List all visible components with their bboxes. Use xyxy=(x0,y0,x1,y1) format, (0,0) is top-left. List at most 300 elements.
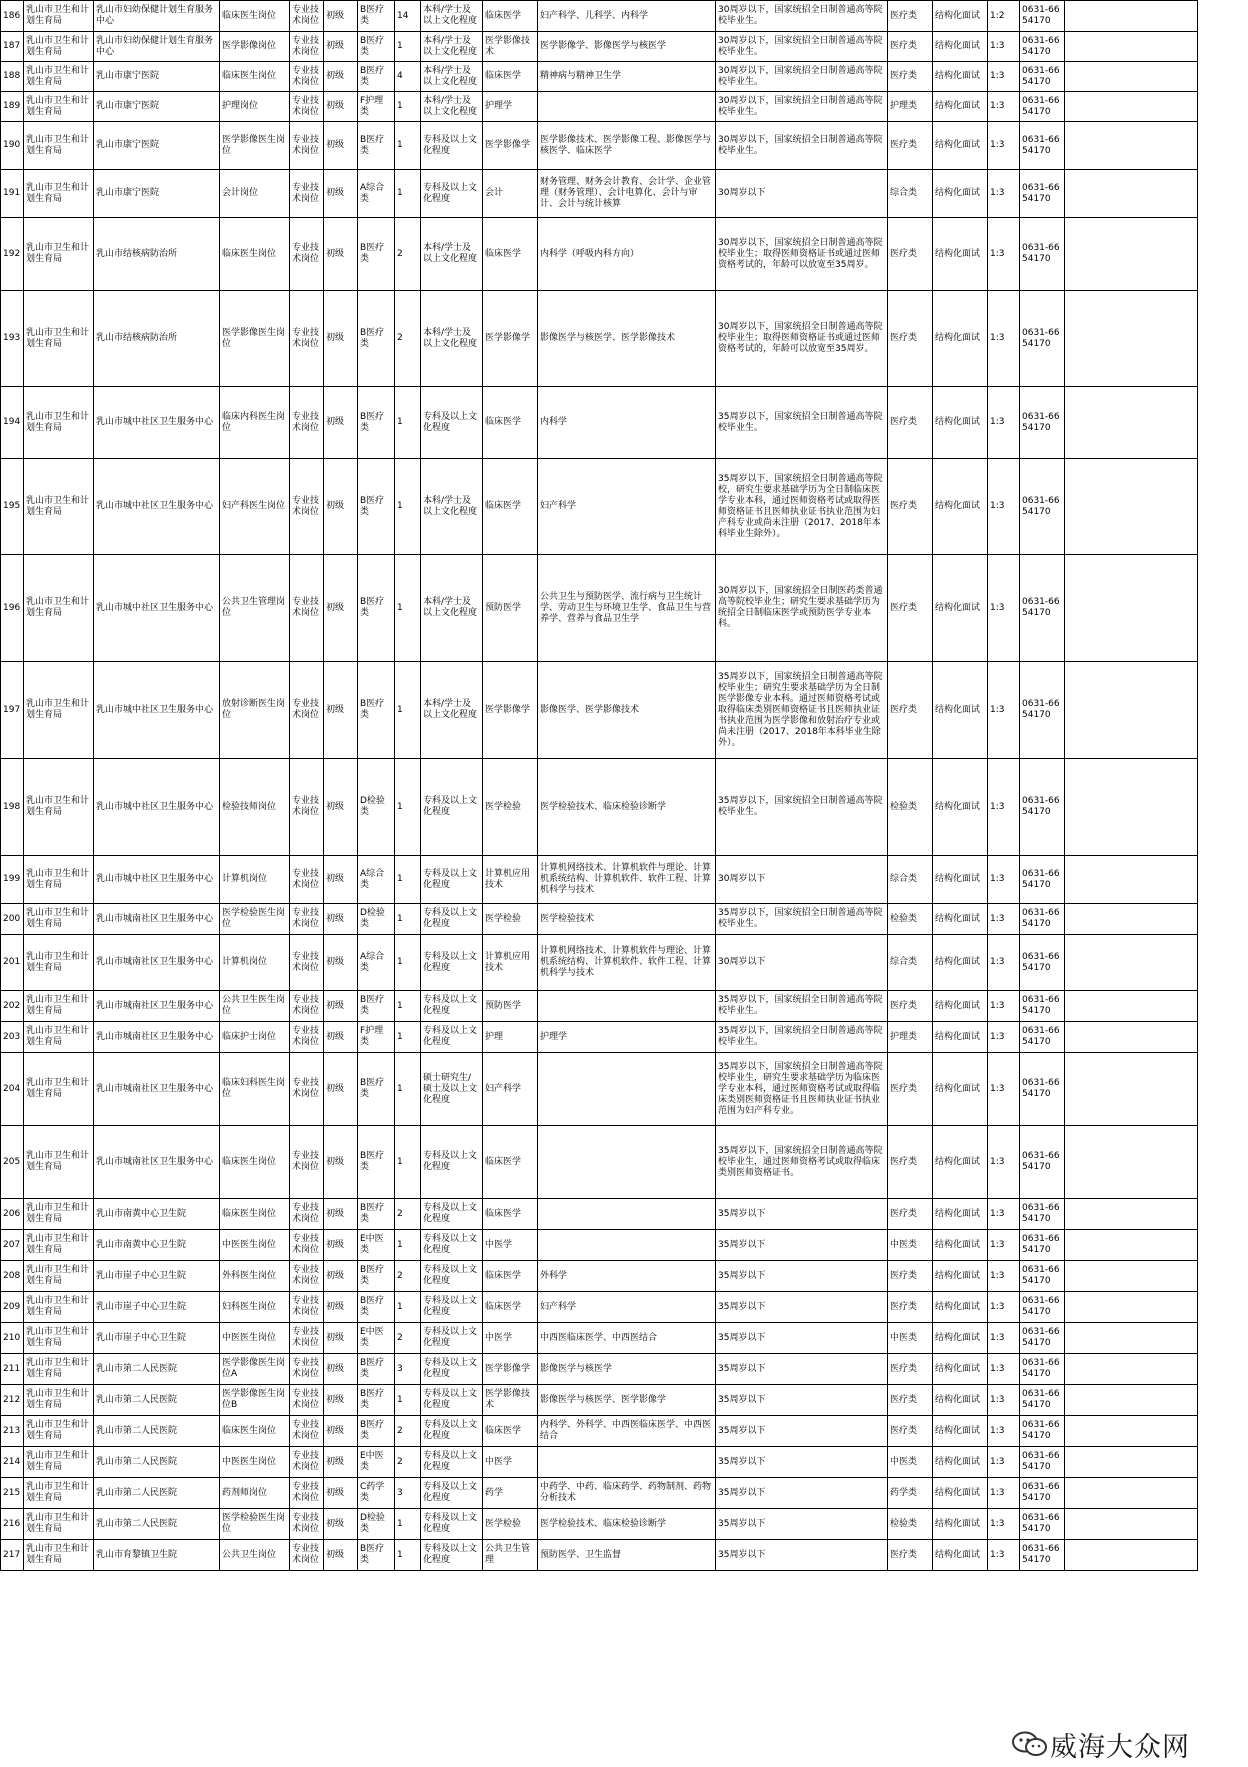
cell-requirements: 30周岁以下 xyxy=(716,170,888,218)
cell-post-level: 初级 xyxy=(324,555,358,662)
cell-requirements: 35周岁以下，国家统招全日制普通高等院校毕业生。 xyxy=(716,991,888,1022)
cell-major: 医学影像技术 xyxy=(483,32,538,62)
cell-education: 专科及以上文化程度 xyxy=(421,1416,483,1447)
cell-post-type: 专业技术岗位 xyxy=(290,1416,324,1447)
cell-exam-category: B医疗类 xyxy=(358,1354,395,1385)
cell-interview-method: 结构化面试 xyxy=(933,92,988,122)
table-row xyxy=(1,1230,1198,1261)
cell-major-detail: 医学检验技术 xyxy=(538,904,716,935)
cell-major-detail: 内科学 xyxy=(538,387,716,459)
cell-note xyxy=(1065,1261,1198,1292)
cell-test-subject: 检验类 xyxy=(888,759,933,856)
cell-exam-category: A综合类 xyxy=(358,935,395,991)
cell-major-detail: 妇产科学、儿科学、内科学 xyxy=(538,1,716,32)
cell-unit: 乳山市育黎镇卫生院 xyxy=(94,1540,220,1571)
cell-exam-category: E中医类 xyxy=(358,1323,395,1354)
cell-headcount: 2 xyxy=(395,1416,421,1447)
cell-major: 临床医学 xyxy=(483,1416,538,1447)
cell-headcount: 1 xyxy=(395,1385,421,1416)
cell-major: 医学影像学 xyxy=(483,122,538,170)
cell-unit: 乳山市第二人民医院 xyxy=(94,1447,220,1478)
cell-exam-category: E中医类 xyxy=(358,1447,395,1478)
cell-education: 本科/学士及以上文化程度 xyxy=(421,459,483,555)
cell-test-subject: 医疗类 xyxy=(888,62,933,92)
cell-post-level: 初级 xyxy=(324,935,358,991)
cell-note xyxy=(1065,991,1198,1022)
cell-phone: 0631-6654170 xyxy=(1020,387,1065,459)
cell-seq: 189 xyxy=(1,92,24,122)
cell-ratio: 1:3 xyxy=(988,555,1020,662)
cell-post-type: 专业技术岗位 xyxy=(290,387,324,459)
table-row xyxy=(1,1261,1198,1292)
cell-major: 临床医学 xyxy=(483,1,538,32)
cell-exam-category: B医疗类 xyxy=(358,291,395,387)
cell-phone: 0631-6654170 xyxy=(1020,170,1065,218)
cell-position: 护理岗位 xyxy=(220,92,290,122)
cell-major-detail: 财务管理、财务会计教育、会计学、企业管理（财务管理）、会计电算化、会计与审计、会计与统计核算 xyxy=(538,170,716,218)
cell-requirements: 35周岁以下，国家统招全日制普通高等院校毕业生。 xyxy=(716,904,888,935)
cell-post-level: 初级 xyxy=(324,1478,358,1509)
cell-seq: 197 xyxy=(1,662,24,759)
cell-phone: 0631-6654170 xyxy=(1020,1022,1065,1053)
cell-interview-method: 结构化面试 xyxy=(933,1540,988,1571)
cell-major: 临床医学 xyxy=(483,459,538,555)
cell-major-detail: 影像医学与核医学、医学影像技术 xyxy=(538,291,716,387)
cell-post-level: 初级 xyxy=(324,1,358,32)
cell-exam-category: B医疗类 xyxy=(358,1053,395,1126)
cell-post-type: 专业技术岗位 xyxy=(290,1354,324,1385)
cell-exam-category: A综合类 xyxy=(358,856,395,904)
cell-position: 临床医生岗位 xyxy=(220,1416,290,1447)
cell-requirements: 30周岁以下，国家统招全日制普通高等院校毕业生；取得医师资格证书或通过医师资格考试的，年龄可以放宽至35周岁。 xyxy=(716,218,888,291)
cell-major: 公共卫生管理 xyxy=(483,1540,538,1571)
cell-phone: 0631-6654170 xyxy=(1020,1540,1065,1571)
cell-major-detail: 影像医学与核医学 xyxy=(538,1354,716,1385)
cell-education: 专科及以上文化程度 xyxy=(421,1292,483,1323)
table-row xyxy=(1,1022,1198,1053)
cell-exam-category: B医疗类 xyxy=(358,1540,395,1571)
cell-interview-method: 结构化面试 xyxy=(933,991,988,1022)
cell-ratio: 1:2 xyxy=(988,1,1020,32)
cell-headcount: 2 xyxy=(395,291,421,387)
cell-seq: 208 xyxy=(1,1261,24,1292)
cell-unit: 乳山市城南社区卫生服务中心 xyxy=(94,1022,220,1053)
cell-major-detail: 精神病与精神卫生学 xyxy=(538,62,716,92)
cell-education: 专科及以上文化程度 xyxy=(421,856,483,904)
cell-seq: 199 xyxy=(1,856,24,904)
cell-post-level: 初级 xyxy=(324,904,358,935)
cell-phone: 0631-6654170 xyxy=(1020,991,1065,1022)
cell-ratio: 1:3 xyxy=(988,291,1020,387)
cell-unit: 乳山市第二人民医院 xyxy=(94,1509,220,1540)
cell-post-type: 专业技术岗位 xyxy=(290,1230,324,1261)
cell-seq: 215 xyxy=(1,1478,24,1509)
cell-position: 妇科医生岗位 xyxy=(220,1292,290,1323)
cell-education: 本科/学士及以上文化程度 xyxy=(421,555,483,662)
cell-interview-method: 结构化面试 xyxy=(933,1126,988,1199)
cell-post-type: 专业技术岗位 xyxy=(290,1022,324,1053)
cell-phone: 0631-6654170 xyxy=(1020,291,1065,387)
cell-test-subject: 中医类 xyxy=(888,1230,933,1261)
cell-phone: 0631-6654170 xyxy=(1020,1053,1065,1126)
cell-ratio: 1:3 xyxy=(988,1292,1020,1323)
cell-position: 会计岗位 xyxy=(220,170,290,218)
cell-major: 中医学 xyxy=(483,1230,538,1261)
cell-education: 专科及以上文化程度 xyxy=(421,1354,483,1385)
cell-test-subject: 药学类 xyxy=(888,1478,933,1509)
cell-major: 临床医学 xyxy=(483,1292,538,1323)
cell-requirements: 35周岁以下 xyxy=(716,1447,888,1478)
cell-phone: 0631-6654170 xyxy=(1020,1230,1065,1261)
cell-post-level: 初级 xyxy=(324,62,358,92)
cell-ratio: 1:3 xyxy=(988,1323,1020,1354)
cell-position: 中医医生岗位 xyxy=(220,1230,290,1261)
cell-position: 临床医生岗位 xyxy=(220,62,290,92)
cell-post-level: 初级 xyxy=(324,759,358,856)
cell-seq: 194 xyxy=(1,387,24,459)
cell-ratio: 1:3 xyxy=(988,218,1020,291)
cell-requirements: 35周岁以下 xyxy=(716,1261,888,1292)
cell-note xyxy=(1065,170,1198,218)
cell-phone: 0631-6654170 xyxy=(1020,1447,1065,1478)
cell-phone: 0631-6654170 xyxy=(1020,1199,1065,1230)
table-row xyxy=(1,759,1198,856)
cell-seq: 188 xyxy=(1,62,24,92)
cell-note xyxy=(1065,387,1198,459)
cell-note xyxy=(1065,62,1198,92)
cell-post-type: 专业技术岗位 xyxy=(290,1385,324,1416)
cell-ratio: 1:3 xyxy=(988,1230,1020,1261)
cell-post-type: 专业技术岗位 xyxy=(290,759,324,856)
cell-authority: 乳山市卫生和计划生育局 xyxy=(24,459,94,555)
cell-post-level: 初级 xyxy=(324,1540,358,1571)
cell-exam-category: F护理类 xyxy=(358,92,395,122)
cell-authority: 乳山市卫生和计划生育局 xyxy=(24,218,94,291)
cell-unit: 乳山市崖子中心卫生院 xyxy=(94,1292,220,1323)
cell-seq: 187 xyxy=(1,32,24,62)
table-row xyxy=(1,856,1198,904)
cell-position: 临床医生岗位 xyxy=(220,1,290,32)
cell-unit: 乳山市城南社区卫生服务中心 xyxy=(94,1126,220,1199)
cell-headcount: 1 xyxy=(395,1230,421,1261)
table-row xyxy=(1,291,1198,387)
cell-requirements: 30周岁以下，国家统招全日制普通高等院校毕业生。 xyxy=(716,92,888,122)
cell-phone: 0631-6654170 xyxy=(1020,759,1065,856)
cell-unit: 乳山市第二人民医院 xyxy=(94,1416,220,1447)
cell-unit: 乳山市结核病防治所 xyxy=(94,218,220,291)
cell-test-subject: 综合类 xyxy=(888,170,933,218)
cell-ratio: 1:3 xyxy=(988,387,1020,459)
cell-major-detail: 妇产科学 xyxy=(538,1292,716,1323)
cell-ratio: 1:3 xyxy=(988,1478,1020,1509)
cell-exam-category: D检验类 xyxy=(358,1509,395,1540)
cell-ratio: 1:3 xyxy=(988,1261,1020,1292)
cell-major: 医学影像学 xyxy=(483,662,538,759)
cell-post-type: 专业技术岗位 xyxy=(290,1509,324,1540)
cell-interview-method: 结构化面试 xyxy=(933,1416,988,1447)
cell-ratio: 1:3 xyxy=(988,991,1020,1022)
cell-phone: 0631-6654170 xyxy=(1020,1478,1065,1509)
cell-authority: 乳山市卫生和计划生育局 xyxy=(24,1447,94,1478)
cell-exam-category: B医疗类 xyxy=(358,459,395,555)
cell-major: 妇产科学 xyxy=(483,1053,538,1126)
cell-seq: 207 xyxy=(1,1230,24,1261)
cell-authority: 乳山市卫生和计划生育局 xyxy=(24,856,94,904)
cell-seq: 198 xyxy=(1,759,24,856)
cell-test-subject: 检验类 xyxy=(888,904,933,935)
cell-headcount: 1 xyxy=(395,1053,421,1126)
cell-ratio: 1:3 xyxy=(988,62,1020,92)
cell-test-subject: 综合类 xyxy=(888,935,933,991)
cell-education: 专科及以上文化程度 xyxy=(421,1261,483,1292)
cell-education: 专科及以上文化程度 xyxy=(421,1230,483,1261)
cell-exam-category: B医疗类 xyxy=(358,1416,395,1447)
cell-post-level: 初级 xyxy=(324,1022,358,1053)
cell-post-type: 专业技术岗位 xyxy=(290,1261,324,1292)
cell-position: 临床医生岗位 xyxy=(220,1126,290,1199)
cell-test-subject: 检验类 xyxy=(888,1509,933,1540)
cell-ratio: 1:3 xyxy=(988,1385,1020,1416)
cell-education: 专科及以上文化程度 xyxy=(421,1385,483,1416)
cell-unit: 乳山市第二人民医院 xyxy=(94,1354,220,1385)
cell-seq: 202 xyxy=(1,991,24,1022)
cell-phone: 0631-6654170 xyxy=(1020,62,1065,92)
cell-position: 医学影像医生岗位 xyxy=(220,291,290,387)
cell-major-detail: 妇产科学 xyxy=(538,459,716,555)
cell-headcount: 1 xyxy=(395,991,421,1022)
cell-ratio: 1:3 xyxy=(988,1053,1020,1126)
cell-post-level: 初级 xyxy=(324,856,358,904)
cell-position: 检验技师岗位 xyxy=(220,759,290,856)
cell-test-subject: 医疗类 xyxy=(888,1540,933,1571)
cell-unit: 乳山市城中社区卫生服务中心 xyxy=(94,555,220,662)
cell-education: 专科及以上文化程度 xyxy=(421,1126,483,1199)
cell-phone: 0631-6654170 xyxy=(1020,32,1065,62)
cell-education: 本科/学士及以上文化程度 xyxy=(421,291,483,387)
cell-exam-category: A综合类 xyxy=(358,170,395,218)
cell-post-type: 专业技术岗位 xyxy=(290,1,324,32)
cell-seq: 196 xyxy=(1,555,24,662)
cell-seq: 214 xyxy=(1,1447,24,1478)
cell-major-detail: 外科学 xyxy=(538,1261,716,1292)
cell-post-type: 专业技术岗位 xyxy=(290,170,324,218)
cell-education: 专科及以上文化程度 xyxy=(421,1509,483,1540)
cell-requirements: 30周岁以下，国家统招全日制普通高等院校毕业生。 xyxy=(716,62,888,92)
cell-test-subject: 医疗类 xyxy=(888,387,933,459)
cell-unit: 乳山市城中社区卫生服务中心 xyxy=(94,662,220,759)
cell-interview-method: 结构化面试 xyxy=(933,459,988,555)
cell-post-level: 初级 xyxy=(324,1416,358,1447)
cell-education: 本科/学士及以上文化程度 xyxy=(421,662,483,759)
cell-ratio: 1:3 xyxy=(988,1022,1020,1053)
cell-test-subject: 护理类 xyxy=(888,92,933,122)
cell-seq: 217 xyxy=(1,1540,24,1571)
cell-major-detail xyxy=(538,991,716,1022)
cell-headcount: 3 xyxy=(395,1354,421,1385)
cell-requirements: 35周岁以下，国家统招全日制普通高等院校毕业生。 xyxy=(716,1022,888,1053)
watermark xyxy=(1010,1726,1245,1762)
cell-post-type: 专业技术岗位 xyxy=(290,92,324,122)
cell-post-type: 专业技术岗位 xyxy=(290,904,324,935)
cell-note xyxy=(1065,1385,1198,1416)
cell-post-type: 专业技术岗位 xyxy=(290,1540,324,1571)
cell-major-detail: 预防医学、卫生监督 xyxy=(538,1540,716,1571)
cell-requirements: 35周岁以下 xyxy=(716,1478,888,1509)
cell-unit: 乳山市南黄中心卫生院 xyxy=(94,1199,220,1230)
cell-exam-category: B医疗类 xyxy=(358,1261,395,1292)
cell-major: 医学检验 xyxy=(483,904,538,935)
cell-exam-category: B医疗类 xyxy=(358,1,395,32)
table-row xyxy=(1,1323,1198,1354)
cell-ratio: 1:3 xyxy=(988,92,1020,122)
cell-education: 本科/学士及以上文化程度 xyxy=(421,1,483,32)
cell-interview-method: 结构化面试 xyxy=(933,759,988,856)
cell-interview-method: 结构化面试 xyxy=(933,1053,988,1126)
cell-ratio: 1:3 xyxy=(988,459,1020,555)
cell-major: 中医学 xyxy=(483,1447,538,1478)
cell-headcount: 1 xyxy=(395,555,421,662)
cell-exam-category: B医疗类 xyxy=(358,1292,395,1323)
cell-post-type: 专业技术岗位 xyxy=(290,1199,324,1230)
cell-post-level: 初级 xyxy=(324,218,358,291)
cell-major-detail: 医学检验技术、临床检验诊断学 xyxy=(538,1509,716,1540)
cell-post-level: 初级 xyxy=(324,1354,358,1385)
cell-phone: 0631-6654170 xyxy=(1020,935,1065,991)
cell-note xyxy=(1065,856,1198,904)
cell-position: 公共卫生管理岗位 xyxy=(220,555,290,662)
cell-test-subject: 中医类 xyxy=(888,1447,933,1478)
cell-requirements: 35周岁以下 xyxy=(716,1292,888,1323)
cell-seq: 209 xyxy=(1,1292,24,1323)
cell-interview-method: 结构化面试 xyxy=(933,1199,988,1230)
cell-position: 外科医生岗位 xyxy=(220,1261,290,1292)
cell-test-subject: 医疗类 xyxy=(888,218,933,291)
cell-position: 临床医生岗位 xyxy=(220,218,290,291)
cell-post-type: 专业技术岗位 xyxy=(290,1447,324,1478)
cell-test-subject: 医疗类 xyxy=(888,459,933,555)
cell-phone: 0631-6654170 xyxy=(1020,92,1065,122)
cell-post-level: 初级 xyxy=(324,122,358,170)
cell-unit: 乳山市康宁医院 xyxy=(94,62,220,92)
cell-major-detail: 内科学、外科学、中西医临床医学、中西医结合 xyxy=(538,1416,716,1447)
cell-interview-method: 结构化面试 xyxy=(933,1354,988,1385)
cell-interview-method: 结构化面试 xyxy=(933,1385,988,1416)
cell-major: 会计 xyxy=(483,170,538,218)
cell-ratio: 1:3 xyxy=(988,662,1020,759)
cell-interview-method: 结构化面试 xyxy=(933,1230,988,1261)
cell-phone: 0631-6654170 xyxy=(1020,662,1065,759)
cell-headcount: 2 xyxy=(395,1261,421,1292)
cell-exam-category: B医疗类 xyxy=(358,32,395,62)
cell-note xyxy=(1065,1354,1198,1385)
cell-education: 硕士研究生/硕士及以上文化程度 xyxy=(421,1053,483,1126)
cell-headcount: 1 xyxy=(395,387,421,459)
cell-requirements: 35周岁以下 xyxy=(716,1354,888,1385)
cell-note xyxy=(1065,459,1198,555)
cell-requirements: 30周岁以下，国家统招全日制普通高等院校毕业生。 xyxy=(716,1,888,32)
cell-test-subject: 医疗类 xyxy=(888,1354,933,1385)
cell-interview-method: 结构化面试 xyxy=(933,62,988,92)
cell-interview-method: 结构化面试 xyxy=(933,904,988,935)
cell-authority: 乳山市卫生和计划生育局 xyxy=(24,1509,94,1540)
cell-exam-category: B医疗类 xyxy=(358,662,395,759)
cell-interview-method: 结构化面试 xyxy=(933,1509,988,1540)
cell-seq: 216 xyxy=(1,1509,24,1540)
table-row xyxy=(1,1447,1198,1478)
cell-interview-method: 结构化面试 xyxy=(933,1447,988,1478)
table-row xyxy=(1,1540,1198,1571)
cell-major-detail xyxy=(538,1230,716,1261)
cell-unit: 乳山市城南社区卫生服务中心 xyxy=(94,991,220,1022)
cell-ratio: 1:3 xyxy=(988,759,1020,856)
cell-post-level: 初级 xyxy=(324,387,358,459)
cell-post-type: 专业技术岗位 xyxy=(290,1126,324,1199)
cell-major-detail xyxy=(538,1199,716,1230)
cell-headcount: 1 xyxy=(395,122,421,170)
cell-post-level: 初级 xyxy=(324,662,358,759)
cell-interview-method: 结构化面试 xyxy=(933,1022,988,1053)
cell-test-subject: 医疗类 xyxy=(888,1,933,32)
cell-unit: 乳山市妇幼保健计划生育服务中心 xyxy=(94,32,220,62)
cell-authority: 乳山市卫生和计划生育局 xyxy=(24,1385,94,1416)
cell-seq: 211 xyxy=(1,1354,24,1385)
cell-position: 医学检验医生岗位 xyxy=(220,1509,290,1540)
cell-ratio: 1:3 xyxy=(988,170,1020,218)
cell-exam-category: B医疗类 xyxy=(358,555,395,662)
cell-major-detail xyxy=(538,92,716,122)
cell-major: 护理学 xyxy=(483,92,538,122)
cell-phone: 0631-6654170 xyxy=(1020,122,1065,170)
cell-major-detail: 公共卫生与预防医学、流行病与卫生统计学、劳动卫生与环境卫生学、食品卫生与营养学、营养与食品卫生学 xyxy=(538,555,716,662)
cell-post-level: 初级 xyxy=(324,291,358,387)
cell-ratio: 1:3 xyxy=(988,1354,1020,1385)
cell-post-level: 初级 xyxy=(324,170,358,218)
cell-authority: 乳山市卫生和计划生育局 xyxy=(24,935,94,991)
cell-position: 临床妇科医生岗位 xyxy=(220,1053,290,1126)
cell-requirements: 35周岁以下 xyxy=(716,1230,888,1261)
cell-requirements: 35周岁以下，国家统招全日制普通高等院校，研究生要求基础学历为全日制临床医学专业本科，通过医师资格考试或取得医师资格证书且医师执业证书执业范围为妇产科专业或尚未注册（2017、2018年本科毕业生除外）。 xyxy=(716,459,888,555)
cell-ratio: 1:3 xyxy=(988,1416,1020,1447)
cell-ratio: 1:3 xyxy=(988,1126,1020,1199)
cell-unit: 乳山市康宁医院 xyxy=(94,122,220,170)
cell-unit: 乳山市城中社区卫生服务中心 xyxy=(94,759,220,856)
cell-post-level: 初级 xyxy=(324,1230,358,1261)
table-row xyxy=(1,1,1198,32)
cell-authority: 乳山市卫生和计划生育局 xyxy=(24,1261,94,1292)
cell-interview-method: 结构化面试 xyxy=(933,1,988,32)
cell-exam-category: B医疗类 xyxy=(358,1126,395,1199)
table-row xyxy=(1,32,1198,62)
cell-authority: 乳山市卫生和计划生育局 xyxy=(24,662,94,759)
cell-post-type: 专业技术岗位 xyxy=(290,1292,324,1323)
cell-unit: 乳山市城南社区卫生服务中心 xyxy=(94,935,220,991)
cell-position: 中医医生岗位 xyxy=(220,1447,290,1478)
cell-requirements: 35周岁以下 xyxy=(716,1509,888,1540)
cell-seq: 193 xyxy=(1,291,24,387)
cell-note xyxy=(1065,662,1198,759)
cell-post-level: 初级 xyxy=(324,459,358,555)
cell-position: 妇产科医生岗位 xyxy=(220,459,290,555)
table-row xyxy=(1,1199,1198,1230)
cell-education: 专科及以上文化程度 xyxy=(421,904,483,935)
cell-requirements: 30周岁以下 xyxy=(716,856,888,904)
cell-post-type: 专业技术岗位 xyxy=(290,459,324,555)
cell-note xyxy=(1065,1199,1198,1230)
cell-seq: 191 xyxy=(1,170,24,218)
cell-exam-category: B医疗类 xyxy=(358,1385,395,1416)
cell-requirements: 35周岁以下，国家统招全日制普通高等院校毕业生，通过医师资格考试或取得临床类别医师资格证书。 xyxy=(716,1126,888,1199)
wechat-icon xyxy=(1010,1729,1050,1759)
